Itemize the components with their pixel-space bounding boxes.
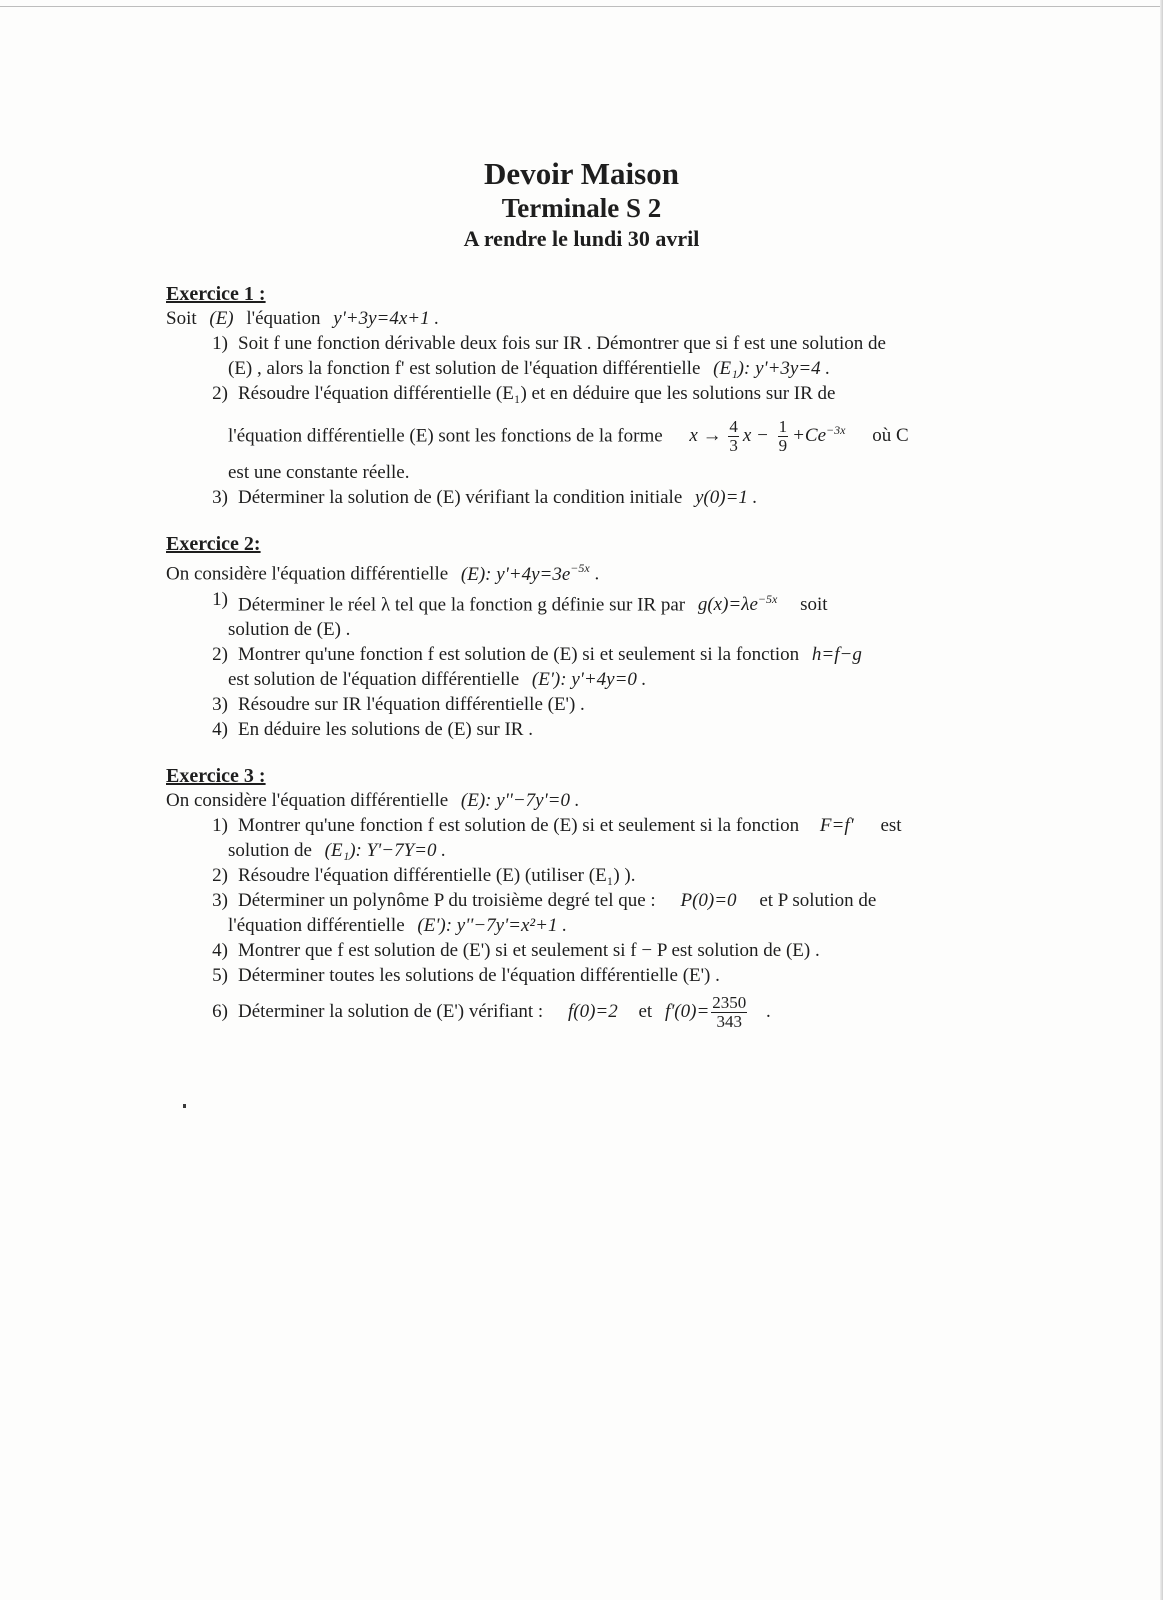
intro-math: (E): y'+4y=3e xyxy=(460,563,571,585)
question-text: l'équation différentielle (E) sont les fonctions de la forme xyxy=(228,425,663,447)
scan-speck xyxy=(183,1104,186,1108)
question-number: 1) xyxy=(212,814,228,836)
question-text: Déterminer toutes les solutions de l'équation différentielle (E') . xyxy=(238,964,720,986)
question-1-2 xyxy=(166,381,1036,406)
question-number: 3) xyxy=(212,693,228,715)
question-1-2-end: est une constante réelle. xyxy=(228,462,410,484)
question-math: y(0)=1 . xyxy=(695,487,758,509)
question-number: 3) xyxy=(212,487,228,509)
question-body xyxy=(238,485,1036,510)
question-3-4 xyxy=(166,938,1036,963)
question-text: Montrer qu'une fonction f est solution de (E) si et seulement si la fonction xyxy=(238,643,800,665)
question-3-3-cont xyxy=(166,913,1036,938)
exercise-1 xyxy=(166,282,1036,510)
question-1-2-formula-line xyxy=(166,406,1036,460)
question-math: F=f' xyxy=(819,814,854,836)
question-2-3 xyxy=(166,692,1036,717)
question-number: 6) xyxy=(212,1000,228,1022)
question-body xyxy=(238,988,1036,1036)
intro-end: . xyxy=(594,563,600,585)
question-2-2 xyxy=(166,642,1036,667)
formula-end: +Ce xyxy=(792,425,827,447)
intro-text: Soit xyxy=(166,308,197,329)
question-math: (E₁): Y'−7Y=0 . xyxy=(324,839,446,861)
question-text: où C xyxy=(872,425,909,447)
question-3-6 xyxy=(166,988,1036,1036)
question-math: h=f−g xyxy=(811,643,862,665)
question-body xyxy=(238,587,1036,617)
question-text: et xyxy=(638,1000,653,1022)
formula-exponent: −3x xyxy=(826,423,846,437)
document-title: Devoir Maison xyxy=(484,156,679,191)
question-2-4 xyxy=(166,717,1036,742)
exercise-2-title: Exercice 2: xyxy=(166,533,261,556)
question-exponent: −5x xyxy=(757,591,778,606)
spacer xyxy=(166,510,1036,532)
exercise-3-title: Exercice 3 : xyxy=(166,764,266,787)
exercise-1-title: Exercice 1 : xyxy=(166,283,266,305)
question-number: 2) xyxy=(212,864,228,886)
exercise-3 xyxy=(166,764,1036,1036)
question-2-2-cont xyxy=(166,667,1036,692)
exercise-2 xyxy=(166,532,1036,742)
question-text: Déterminer un polynôme P du troisième degré tel que : xyxy=(238,889,656,911)
question-math: g(x)=λe xyxy=(697,593,758,615)
question-text: et P solution de xyxy=(759,889,877,911)
fraction-numerator: 1 xyxy=(778,417,788,437)
question-number: 4) xyxy=(212,718,228,740)
document-header xyxy=(0,156,1163,254)
question-number: 2) xyxy=(212,643,228,665)
exercise-1-intro xyxy=(166,306,1036,331)
fraction-numerator: 4 xyxy=(729,417,738,437)
question-3-1-cont xyxy=(166,838,1036,863)
question-math: f(0)=2 xyxy=(567,1000,618,1022)
intro-text: On considère l'équation différentielle xyxy=(166,789,449,811)
intro-text: l'équation xyxy=(246,308,321,329)
intro-exponent: −5x xyxy=(570,561,590,576)
fraction-1-9 xyxy=(778,418,789,455)
question-text: Déterminer la solution de (E') vérifiant : xyxy=(238,1000,544,1022)
question-text: Déterminer le réel λ tel que la fonction g définie sur IR par xyxy=(238,593,686,615)
question-math: f'(0)= xyxy=(664,1000,710,1022)
document-body xyxy=(166,282,1036,1036)
question-text: solution de xyxy=(228,839,312,861)
question-2-1 xyxy=(166,587,1036,617)
question-text: Déterminer la solution de (E) vérifiant la condition initiale xyxy=(238,487,683,509)
question-text: (E) , alors la fonction f' est solution de l'équation différentielle xyxy=(228,358,701,379)
question-3-3 xyxy=(166,888,1036,913)
intro-math: y'+3y=4x+1 . xyxy=(333,308,440,329)
question-text: Résoudre l'équation différentielle (E) (utiliser (E₁) ). xyxy=(238,864,636,886)
question-number: 3) xyxy=(212,889,228,911)
question-math: (E'): y'+4y=0 . xyxy=(531,668,647,690)
intro-equation-label: (E) xyxy=(209,308,234,329)
question-math: (E₁): y'+3y=4 . xyxy=(713,358,831,379)
fraction-denominator: 3 xyxy=(729,436,738,456)
question-number: 5) xyxy=(212,964,228,986)
question-text: Résoudre sur IR l'équation différentielle (E') . xyxy=(238,693,585,715)
question-3-2 xyxy=(166,863,1036,888)
question-number: 2) xyxy=(212,383,228,404)
question-text: En déduire les solutions de (E) sur IR . xyxy=(238,718,533,740)
exercise-2-intro xyxy=(166,556,1036,586)
formula-map: x → xyxy=(689,425,722,447)
question-2-1-cont: solution de (E) . xyxy=(228,618,351,640)
document-subtitle: Terminale S 2 xyxy=(501,193,662,223)
scan-border-top xyxy=(0,6,1163,7)
question-body xyxy=(238,813,1036,838)
question-body xyxy=(238,642,1036,667)
due-date: A rendre le lundi 30 avril xyxy=(463,226,700,251)
question-text: l'équation différentielle xyxy=(228,914,405,936)
question-1-1 xyxy=(166,331,1036,356)
question-3-1 xyxy=(166,813,1036,838)
question-number: 1) xyxy=(212,588,228,610)
question-number: 4) xyxy=(212,939,228,961)
question-text: est solution de l'équation différentielle xyxy=(228,668,520,690)
question-text: Montrer que f est solution de (E') si et seulement si f − P est solution de (E) . xyxy=(238,939,820,961)
intro-math: (E): y''−7y'=0 . xyxy=(460,789,580,811)
fraction-numerator: 2350 xyxy=(712,993,747,1013)
spacer xyxy=(166,742,1036,764)
formula-mid: x − xyxy=(742,425,769,447)
intro-text: On considère l'équation différentielle xyxy=(166,563,449,585)
question-text: Montrer qu'une fonction f est solution de (E) si et seulement si la fonction xyxy=(238,814,800,836)
question-number: 1) xyxy=(212,333,228,354)
question-1-3 xyxy=(166,485,1036,510)
exercise-3-intro xyxy=(166,788,1036,813)
question-text: soit xyxy=(800,593,828,615)
question-math: P(0)=0 xyxy=(680,889,737,911)
question-text: Soit f une fonction dérivable deux fois sur IR . Démontrer que si f est une solution de xyxy=(238,333,886,354)
question-body xyxy=(238,888,1036,913)
question-text: est xyxy=(880,814,902,836)
fraction-denominator: 343 xyxy=(716,1012,743,1032)
question-math: (E'): y''−7y'=x²+1 . xyxy=(417,914,567,936)
question-text: Résoudre l'équation différentielle (E₁) et en déduire que les solutions sur IR de xyxy=(238,383,836,404)
fraction-denominator: 9 xyxy=(778,436,788,456)
question-1-1-cont xyxy=(166,356,1036,381)
question-3-5 xyxy=(166,963,1036,988)
fraction-2350-343 xyxy=(711,994,747,1031)
fraction-4-3 xyxy=(728,418,739,455)
question-end: . xyxy=(766,1000,771,1022)
